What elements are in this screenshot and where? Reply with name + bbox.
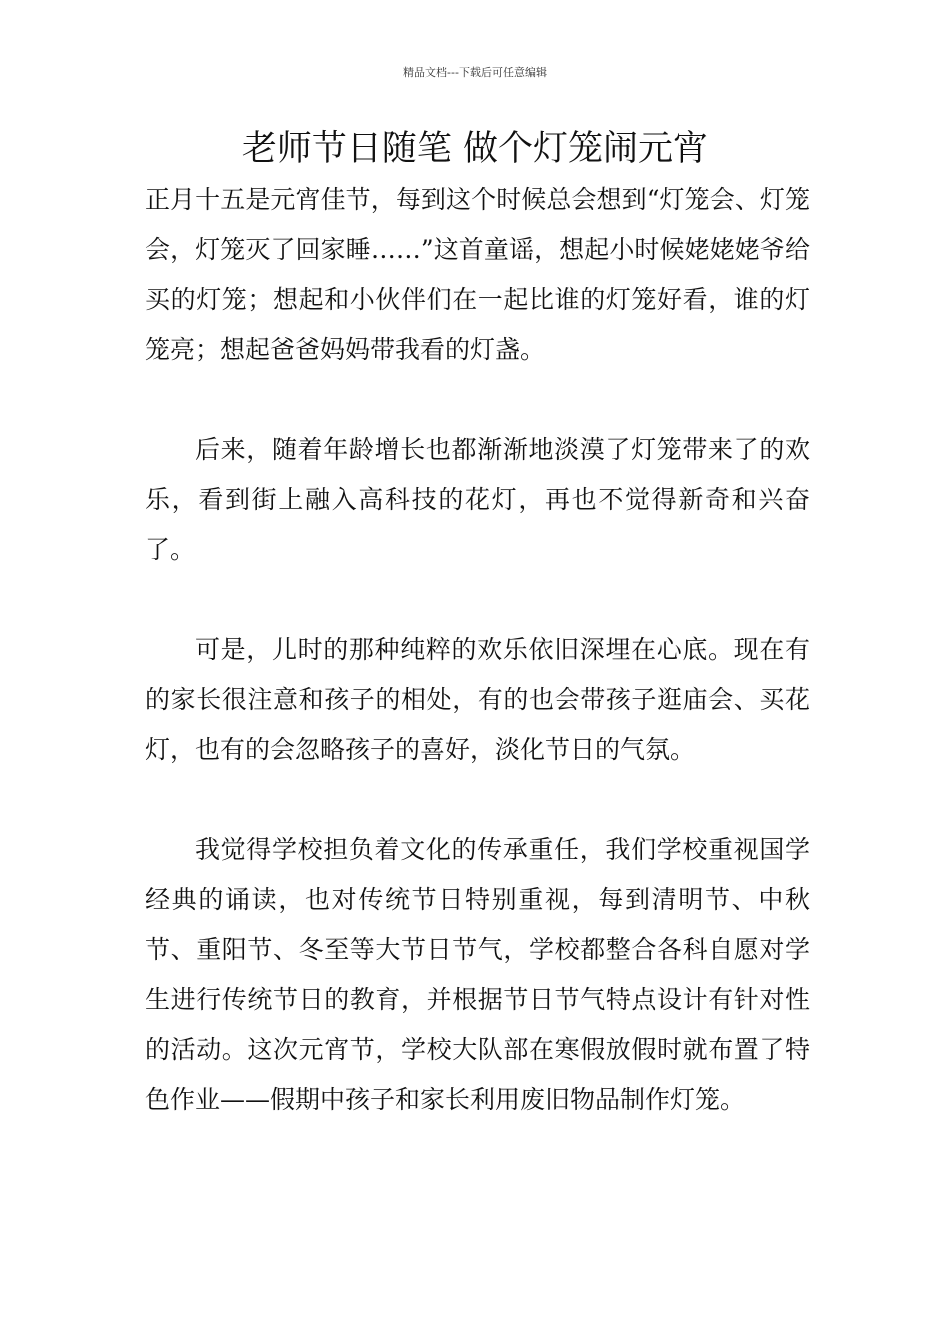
- header-note: 精品文档---下载后可任意编辑: [403, 66, 547, 79]
- paragraph-2: 后来，随着年龄增长也都渐渐地淡漠了灯笼带来了的欢乐，看到街上融入高科技的花灯，再也不觉得新奇和兴奋了。: [145, 435, 810, 564]
- paragraph-4: 我觉得学校担负着文化的传承重任，我们学校重视国学经典的诵读，也对传统节日特别重视，每到清明节、中秋节、重阳节、冬至等大节日节气，学校都整合各科自愿对学生进行传统节日的教育，并根据节日节气特点设计有针对性的活动。这次元宵节，学校大队部在寒假放假时就布置了特色作业——假期中孩子和家长利用废旧物品制作灯笼。: [145, 835, 810, 1114]
- article-body: [145, 175, 810, 1125]
- paragraph-1: 正月十五是元宵佳节，每到这个时候总会想到“灯笼会、灯笼会，灯笼灭了回家睡……”这首童谣，想起小时候姥姥姥爷给买的灯笼；想起和小伙伴们在一起比谁的灯笼好看，谁的灯笼亮；想起爸爸妈妈带我看的灯盏。: [145, 185, 810, 364]
- paragraph-3: 可是，儿时的那种纯粹的欢乐依旧深埋在心底。现在有的家长很注意和孩子的相处，有的也会带孩子逛庙会、买花灯，也有的会忽略孩子的喜好，淡化节日的气氛。: [145, 635, 810, 764]
- page-title: 老师节日随笔 做个灯笼闹元宵: [241, 129, 709, 169]
